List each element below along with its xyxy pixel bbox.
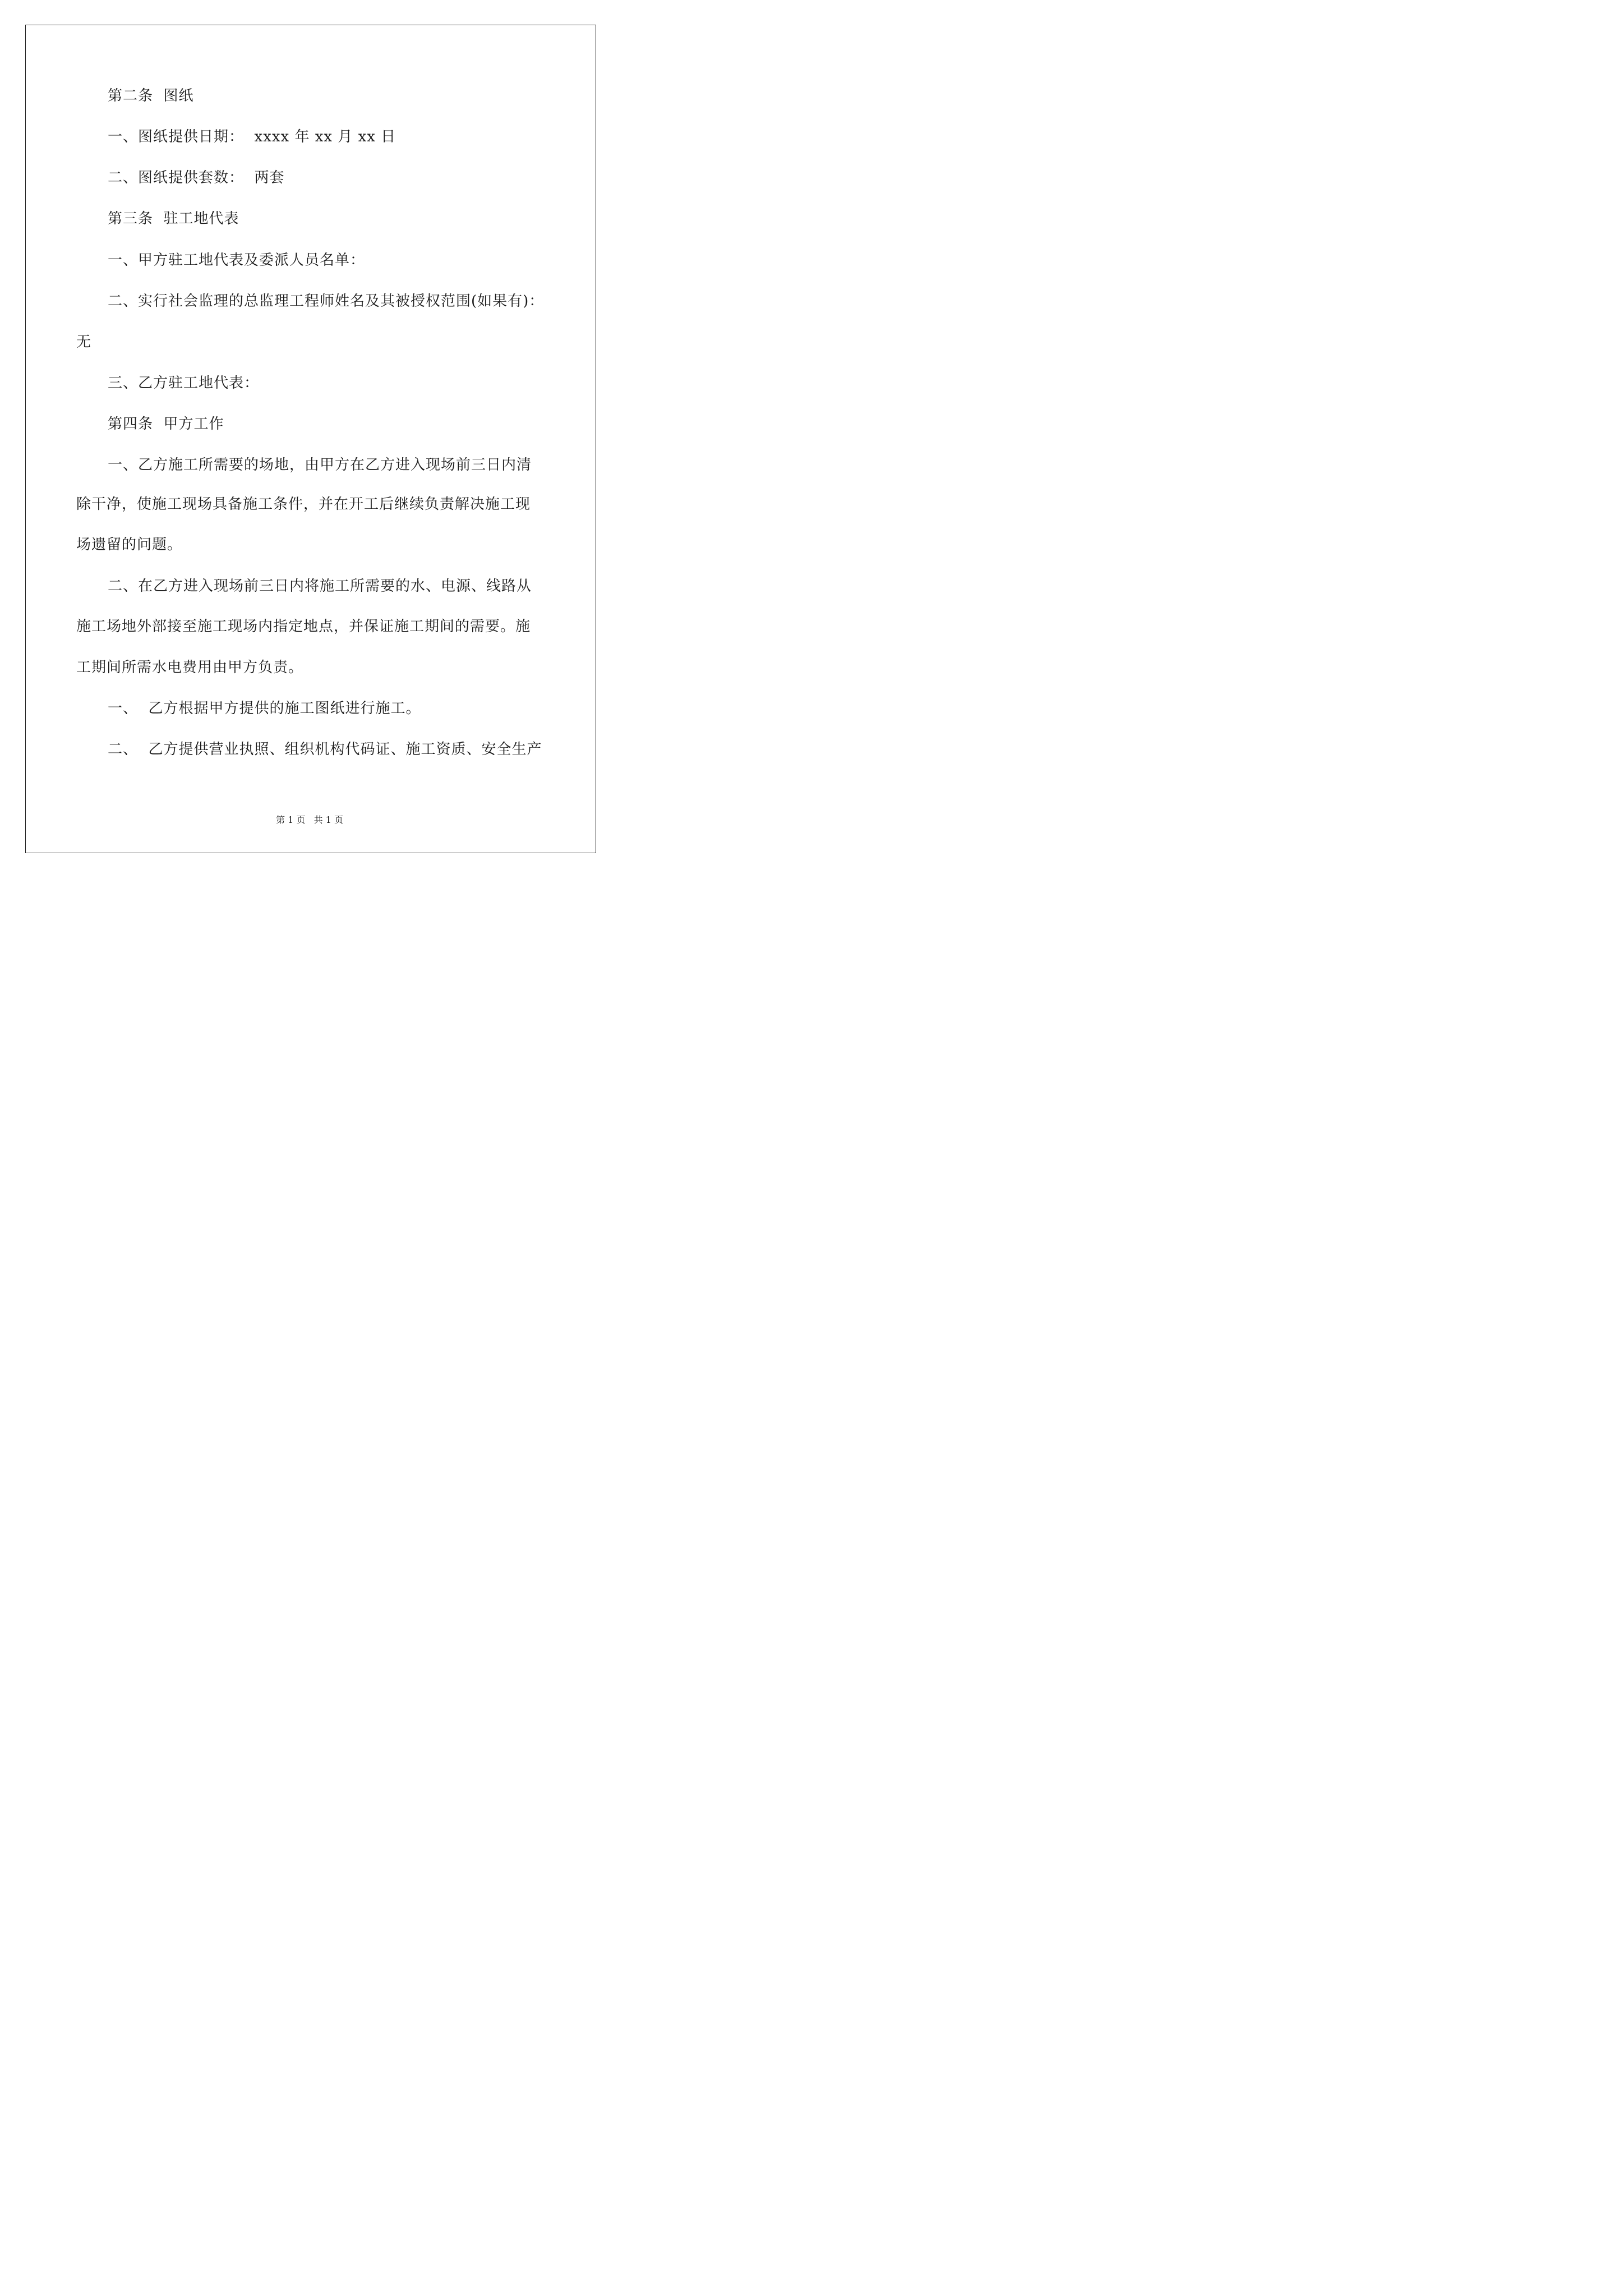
article-2-heading: 第二条 图纸 xyxy=(108,88,194,104)
page-number-footer: 第 1 页 共 1 页 xyxy=(276,815,343,825)
utilities-paragraph-line-2: 施工场地外部接至施工现场内指定地点，并保证施工期间的需要。施 xyxy=(76,618,531,635)
party-b-representative-line: 三、乙方驻工地代表： xyxy=(108,375,260,392)
utilities-paragraph-line-1: 二、在乙方进入现场前三日内将施工所需要的水、电源、线路从 xyxy=(108,578,532,595)
supervisor-line: 二、实行社会监理的总监理工程师姓名及其被授权范围(如果有)： xyxy=(108,293,545,310)
construction-per-drawings-line: 一、 乙方根据甲方提供的施工图纸进行施工。 xyxy=(108,700,421,717)
page-border xyxy=(25,25,596,853)
article-4-heading: 第四条 甲方工作 xyxy=(108,416,224,432)
party-a-representative-line: 一、甲方驻工地代表及委派人员名单： xyxy=(108,252,366,269)
drawing-date-line: 一、图纸提供日期： xxxx 年 xx 月 xx 日 xyxy=(108,128,396,145)
drawing-sets-line: 二、图纸提供套数： 两套 xyxy=(108,169,285,186)
utilities-paragraph-line-3: 工期间所需水电费用由甲方负责。 xyxy=(76,659,304,676)
site-clearing-paragraph-line-1: 一、乙方施工所需要的场地，由甲方在乙方进入现场前三日内清 xyxy=(108,457,532,473)
party-b-documents-line: 二、 乙方提供营业执照、组织机构代码证、施工资质、安全生产 xyxy=(108,741,542,758)
supervisor-line-cont: 无 xyxy=(76,334,92,351)
article-3-heading: 第三条 驻工地代表 xyxy=(108,210,239,227)
site-clearing-paragraph-line-2: 除干净，使施工现场具备施工条件，并在开工后继续负责解决施工现 xyxy=(76,496,531,513)
site-clearing-paragraph-line-3: 场遗留的问题。 xyxy=(76,536,183,553)
